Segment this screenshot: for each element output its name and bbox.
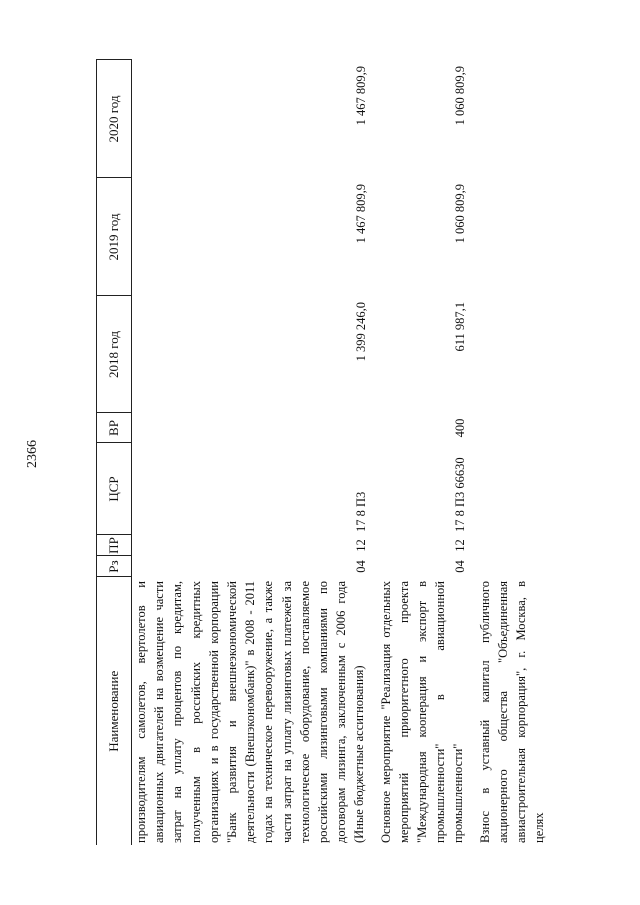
header-name: Наименование	[97, 577, 132, 845]
row-name: Взнос в уставный капитал публичного акционерного общества "Объединенная авиастроительная корпорация", г. Москва, в целях	[477, 581, 547, 843]
row-2020: 1 467 809,9	[353, 66, 368, 126]
row-name: производителям самолетов, вертолетов и авиационных двигателей на возмещение части затрат на уплату процентов по кредитам, полученным в российских кредитных организациях и в государственной корпорации "Банк развития и внешнеэкономической деятельности (Внешэкономбанк)" в 2008 - 2011 годах на техническое перевооружение, а также части затрат на уплату лизинговых платежей за технологическое оборудование, поставляемое российскими лизинговыми компаниями по договорам лизинга, заключенным с 2006 года (Иные бюджетные ассигнования)	[134, 581, 367, 843]
page-number: 2366	[25, 440, 40, 468]
row-pr: 12	[353, 539, 368, 552]
row-rz: 04	[353, 560, 368, 573]
header-csr: ЦСР	[97, 443, 132, 535]
row-csr: 17 8 П3	[353, 491, 368, 532]
row-2020	[474, 60, 555, 178]
row-vr	[132, 413, 375, 443]
row-rz: 04	[452, 560, 467, 573]
row-pr: 12	[452, 539, 467, 552]
header-2018: 2018 год	[97, 296, 132, 413]
row-2018	[474, 296, 555, 413]
row-2018: 1 399 246,0	[353, 302, 368, 362]
row-rz	[474, 556, 555, 577]
row-2019	[474, 178, 555, 296]
row-vr	[474, 413, 555, 443]
row-vr: 400	[452, 418, 467, 438]
header-2020: 2020 год	[97, 60, 132, 178]
budget-table-container	[96, 60, 586, 845]
header-2019: 2019 год	[97, 178, 132, 296]
row-name: Основное мероприятие "Реализация отдельных мероприятий приоритетного проекта "Международная кооперация и экспорт в промышленности" в авиационной промышленности"	[378, 581, 466, 843]
row-2020: 1 060 809,9	[452, 66, 467, 126]
header-pr: ПР	[97, 535, 132, 556]
table-row	[375, 60, 474, 845]
row-2018: 611 987,1	[452, 302, 467, 352]
table-row	[474, 60, 555, 845]
budget-table	[96, 60, 554, 846]
row-pr	[474, 535, 555, 556]
table-row	[132, 60, 375, 845]
row-2019: 1 060 809,9	[452, 184, 467, 244]
row-csr: 17 8 П3 66630	[452, 457, 467, 532]
header-rz: Рз	[97, 556, 132, 577]
header-row	[97, 60, 132, 845]
header-vr: ВР	[97, 413, 132, 443]
row-2019: 1 467 809,9	[353, 184, 368, 244]
row-csr	[474, 443, 555, 535]
